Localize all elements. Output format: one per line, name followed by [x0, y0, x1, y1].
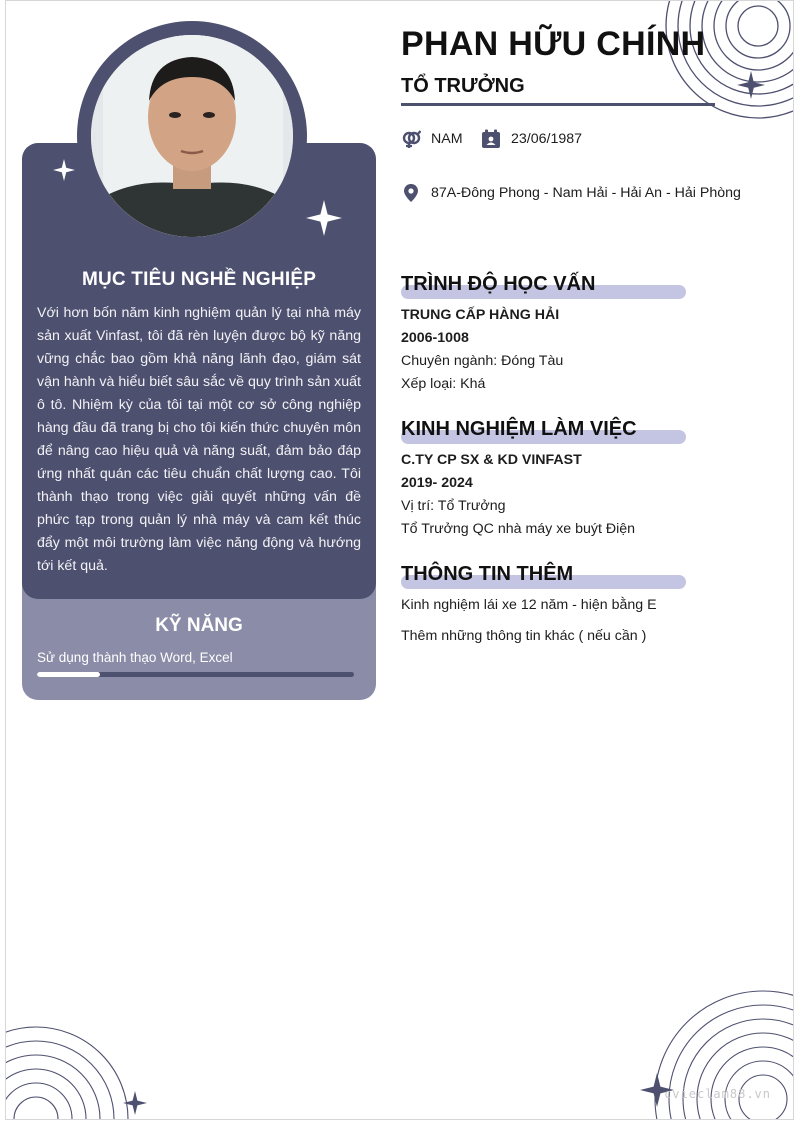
address-value: 87A-Đông Phong - Nam Hải - Hải An - Hải Phòng [431, 185, 741, 201]
education-heading: TRÌNH ĐỘ HỌC VẤN [401, 273, 596, 295]
watermark: cvieclam88.vn [664, 1087, 771, 1101]
gender-row [401, 129, 463, 149]
skill-level-fill [37, 672, 100, 677]
cv-page [5, 0, 794, 1120]
location-pin-icon [401, 183, 421, 203]
gender-icon [401, 129, 421, 149]
address-row [401, 183, 741, 203]
education-grade: Xếp loại: Khá [401, 376, 486, 392]
sparkle-star-icon [53, 159, 75, 181]
gender-value: NAM [431, 131, 463, 147]
candidate-name: PHAN HỮU CHÍNH [401, 25, 706, 63]
skill-name: Sử dụng thành thạo Word, Excel [37, 650, 233, 665]
sparkle-star-icon [123, 1091, 147, 1115]
extra-heading: THÔNG TIN THÊM [401, 563, 574, 585]
extra-line-2: Thêm những thông tin khác ( nếu cần ) [401, 628, 647, 644]
skills-heading: KỸ NĂNG [155, 615, 243, 636]
header-divider [401, 103, 715, 106]
skill-level-bar [37, 672, 354, 677]
experience-company: C.TY CP SX & KD VINFAST [401, 452, 582, 468]
candidate-position: TỔ TRƯỞNG [401, 75, 525, 97]
birth-date-row [481, 129, 582, 149]
education-school: TRUNG CẤP HÀNG HẢI [401, 307, 560, 323]
experience-detail: Tổ Trưởng QC nhà máy xe buýt Điện [401, 521, 636, 537]
education-major: Chuyên ngành: Đóng Tàu [401, 353, 564, 369]
profile-photo [91, 35, 293, 237]
experience-heading: KINH NGHIỆM LÀM VIỆC [401, 418, 637, 440]
experience-period: 2019- 2024 [401, 475, 473, 491]
education-period: 2006-1008 [401, 330, 469, 346]
calendar-icon [481, 129, 501, 149]
objective-heading: MỤC TIÊU NGHỀ NGHIỆP [81, 269, 317, 290]
extra-line-1: Kinh nghiệm lái xe 12 năm - hiện bằng E [401, 597, 657, 613]
experience-role: Vị trí: Tổ Trưởng [401, 498, 506, 514]
sparkle-star-icon [737, 71, 765, 99]
birth-date-value: 23/06/1987 [511, 131, 583, 147]
objective-text: Với hơn bốn năm kinh nghiệm quản lý tại nhà máy sản xuất Vinfast, tôi đã rèn luyện được bộ kỹ năng vững chắc bao gồm khả năng lãnh đạo, giám sát vận hành và hiểu biết sâu sắc về quy trình sản xuất ô tô. Nhiệm kỳ của tôi tại một cơ sở công nghiệp hàng đầu đã trang bị cho tôi kiến thức chuyên môn để nâng cao hiệu quả và năng suất, đảm bảo đáp ứng nhất quán các tiêu chuẩn chất lượng cao. Tôi thành thạo trong việc giải quyết những vấn đề phức tạp trong quản lý nhà máy và cam kết thúc đẩy một môi trường làm việc năng động và hướng tới kết quả. [37, 305, 361, 574]
sparkle-star-icon [306, 200, 342, 236]
